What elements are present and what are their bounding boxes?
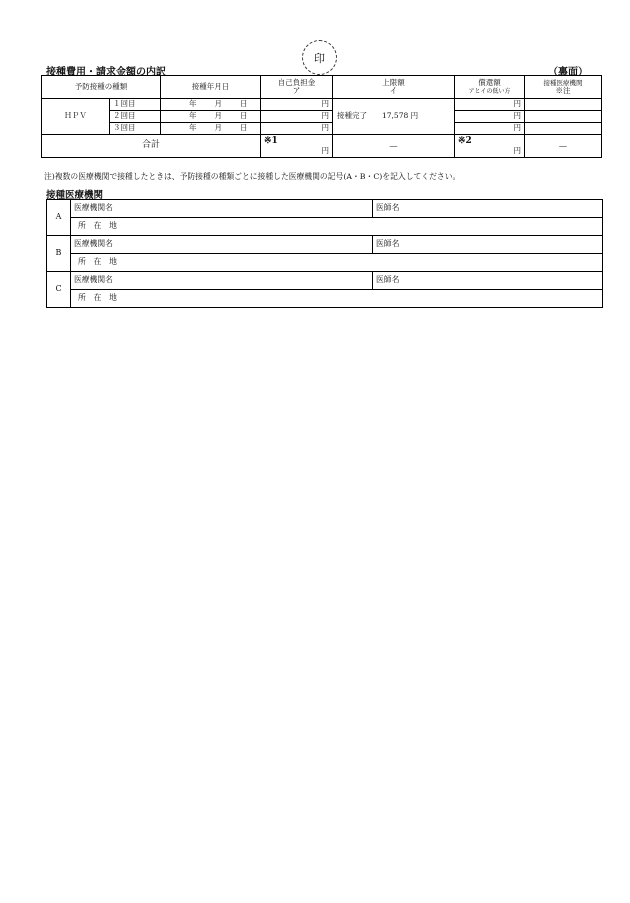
reimburse-field[interactable]: 円 xyxy=(455,123,525,135)
clinic-table xyxy=(46,199,603,308)
clinic-code-field[interactable] xyxy=(525,111,602,123)
clinic-name-field[interactable]: 医療機関名 xyxy=(71,200,373,218)
clinic-address-field[interactable]: 所 在 地 xyxy=(71,218,603,236)
doctor-name-field[interactable]: 医師名 xyxy=(373,272,603,290)
total-clinic-dash: ― xyxy=(525,135,602,158)
clinic-address-field[interactable]: 所 在 地 xyxy=(71,290,603,308)
cost-table xyxy=(41,75,602,158)
seal-stamp: 印 xyxy=(302,40,337,75)
clinic-letter: B xyxy=(47,236,71,272)
section-title-clinics: 接種医療機関 xyxy=(46,190,104,201)
limit-value: 接種完了 17,578 円 xyxy=(333,99,455,135)
total-label: 合計 xyxy=(42,135,261,158)
clinic-name-field[interactable]: 医療機関名 xyxy=(71,236,373,254)
dose-date-field[interactable]: 年 月 日 xyxy=(161,99,261,111)
clinic-code-field[interactable] xyxy=(525,123,602,135)
header-clinic: 接種医療機関 ※注 xyxy=(525,76,602,99)
clinic-code-field[interactable] xyxy=(525,99,602,111)
dose-label: ２回目 xyxy=(110,111,161,123)
doctor-name-field[interactable]: 医師名 xyxy=(373,200,603,218)
clinic-address-field[interactable]: 所 在 地 xyxy=(71,254,603,272)
self-pay-field[interactable]: 円 xyxy=(261,123,333,135)
reimburse-field[interactable]: 円 xyxy=(455,99,525,111)
total-reimburse-field[interactable]: ※2 円 xyxy=(455,135,525,158)
header-self-pay: 自己負担金 ア xyxy=(261,76,333,99)
reimburse-field[interactable]: 円 xyxy=(455,111,525,123)
header-date: 接種年月日 xyxy=(161,76,261,99)
dose-label: １回目 xyxy=(110,99,161,111)
total-limit-dash: ― xyxy=(333,135,455,158)
clinic-letter: A xyxy=(47,200,71,236)
header-limit: 上限額 イ xyxy=(333,76,455,99)
total-self-pay-field[interactable]: ※1 円 xyxy=(261,135,333,158)
self-pay-field[interactable]: 円 xyxy=(261,111,333,123)
header-vaccine-type: 予防接種の種類 xyxy=(42,76,161,99)
dose-label: ３回目 xyxy=(110,123,161,135)
clinic-letter: C xyxy=(47,272,71,308)
self-pay-field[interactable]: 円 xyxy=(261,99,333,111)
dose-date-field[interactable]: 年 月 日 xyxy=(161,111,261,123)
clinic-name-field[interactable]: 医療機関名 xyxy=(71,272,373,290)
header-reimburse: 償還額 アとイの低い方 xyxy=(455,76,525,99)
vaccine-name: ＨＰＶ xyxy=(42,99,110,135)
section-title-costs: 接種費用・請求金額の内訳 xyxy=(46,67,166,78)
back-side-label: （裏面） xyxy=(548,67,588,78)
doctor-name-field[interactable]: 医師名 xyxy=(373,236,603,254)
dose-date-field[interactable]: 年 月 日 xyxy=(161,123,261,135)
note-text: 注)複数の医療機関で接種したときは、予防接種の種類ごとに接種した医療機関の記号(A・B・C)を記入してください。 xyxy=(44,172,461,181)
